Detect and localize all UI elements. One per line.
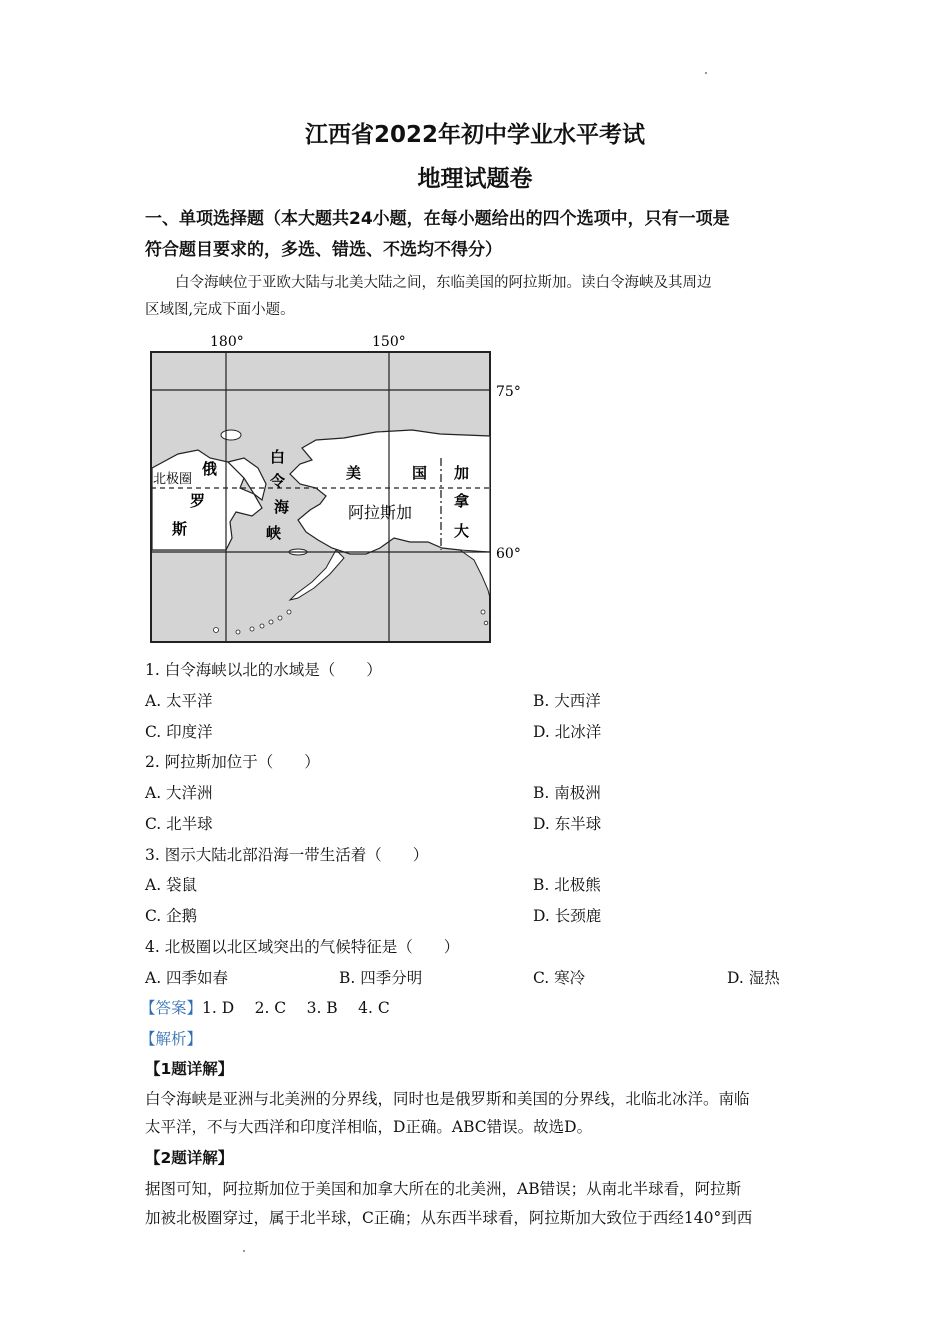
map-label-canada-3: 大 [454,522,470,540]
question-2-stem: 2. 阿拉斯加位于（ ） [145,753,320,771]
question-4-option-d: D. 湿热 [727,969,780,987]
bering-strait-map [140,328,540,648]
map-island [236,630,240,634]
map-island [278,616,282,620]
map-label-strait-1: 白 [270,448,286,466]
map-island [250,627,254,631]
question-1-option-d: D. 北冰洋 [533,723,602,741]
question-4-option-b: B. 四季分明 [339,969,423,987]
map-lon-label-180: 180° [210,334,244,350]
map-label-alaska: 阿拉斯加 [348,503,413,522]
map-label-canada-1: 加 [454,464,470,482]
map-label-canada-2: 拿 [454,492,470,510]
question-3-option-c: C. 企鹅 [145,907,198,925]
corner-mark-top [705,72,707,74]
intro-line2: 区域图,完成下面小题。 [145,302,295,318]
map-label-usa-2: 国 [412,464,428,482]
question-2-option-c: C. 北半球 [145,815,213,833]
question-3-option-d: D. 长颈鹿 [533,907,602,925]
map-island [269,620,273,624]
detail-1-line2: 太平洋，不与大西洋和印度洋相临，D正确。ABC错误。故选D。 [145,1118,593,1136]
map-island [214,628,219,633]
answer-text: 1. D 2. C 3. B 4. C [202,999,390,1017]
detail-2-heading: 【2题详解】 [145,1149,234,1167]
map-label-arctic-circle: 北极圈 [153,472,193,487]
detail-2-line2: 加被北极圈穿过，属于北半球，C正确；从东西半球看，阿拉斯加大致位于西经140°到西 [145,1209,753,1227]
map-lat-label-75: 75° [496,384,521,400]
section-heading-line1: 一、单项选择题（本大题共24小题，在每小题给出的四个选项中，只有一项是 [145,209,730,229]
question-2-option-b: B. 南极洲 [533,784,601,802]
answer-label: 【答案】 [140,999,203,1017]
map-island [481,610,485,614]
question-3-option-b: B. 北极熊 [533,876,601,894]
question-2-option-a: A. 大洋洲 [145,784,213,802]
map-label-russia-3: 斯 [172,520,188,538]
question-1-option-c: C. 印度洋 [145,723,213,741]
map-label-usa-1: 美 [346,464,362,482]
question-1-option-a: A. 太平洋 [145,692,213,710]
question-1-option-b: B. 大西洋 [533,692,601,710]
document-subtitle: 地理试题卷 [417,166,533,192]
map-lon-label-150: 150° [372,334,406,350]
map-label-russia-2: 罗 [190,492,206,510]
map-island [260,624,264,628]
map-label-strait-4: 峡 [266,524,282,542]
question-4-option-c: C. 寒冷 [533,969,586,987]
question-1-stem: 1. 白令海峡以北的水域是（ ） [145,661,382,679]
document-title: 江西省2022年初中学业水平考试 [304,122,645,148]
detail-2-line1: 据图可知，阿拉斯加位于美国和加拿大所在的北美洲，AB错误；从南北半球看，阿拉斯 [145,1180,742,1198]
map-island-wrangel [221,430,241,440]
detail-1-line1: 白令海峡是亚洲与北美洲的分界线，同时也是俄罗斯和美国的分界线，北临北冰洋。南临 [145,1090,750,1108]
analysis-label: 【解析】 [140,1030,203,1048]
question-3-stem: 3. 图示大陆北部沿海一带生活着（ ） [145,846,429,864]
question-2-option-d: D. 东半球 [533,815,602,833]
map-label-russia-1: 俄 [202,460,218,478]
detail-1-heading: 【1题详解】 [145,1060,234,1078]
question-3-option-a: A. 袋鼠 [145,876,198,894]
map-label-strait-3: 海 [274,498,290,516]
question-4-stem: 4. 北极圈以北区域突出的气候特征是（ ） [145,938,460,956]
map-island [287,610,291,614]
corner-mark-bottom [243,1250,245,1252]
question-4-option-a: A. 四季如春 [145,969,229,987]
map-label-strait-2: 令 [270,472,286,490]
answer-line [140,996,390,1018]
map-lat-label-60: 60° [496,546,521,562]
section-heading-line2: 符合题目要求的，多选、错选、不选均不得分） [145,240,502,260]
map-island [484,621,488,625]
intro-line1: 白令海峡位于亚欧大陆与北美大陆之间，东临美国的阿拉斯加。读白令海峡及其周边 [175,275,712,291]
